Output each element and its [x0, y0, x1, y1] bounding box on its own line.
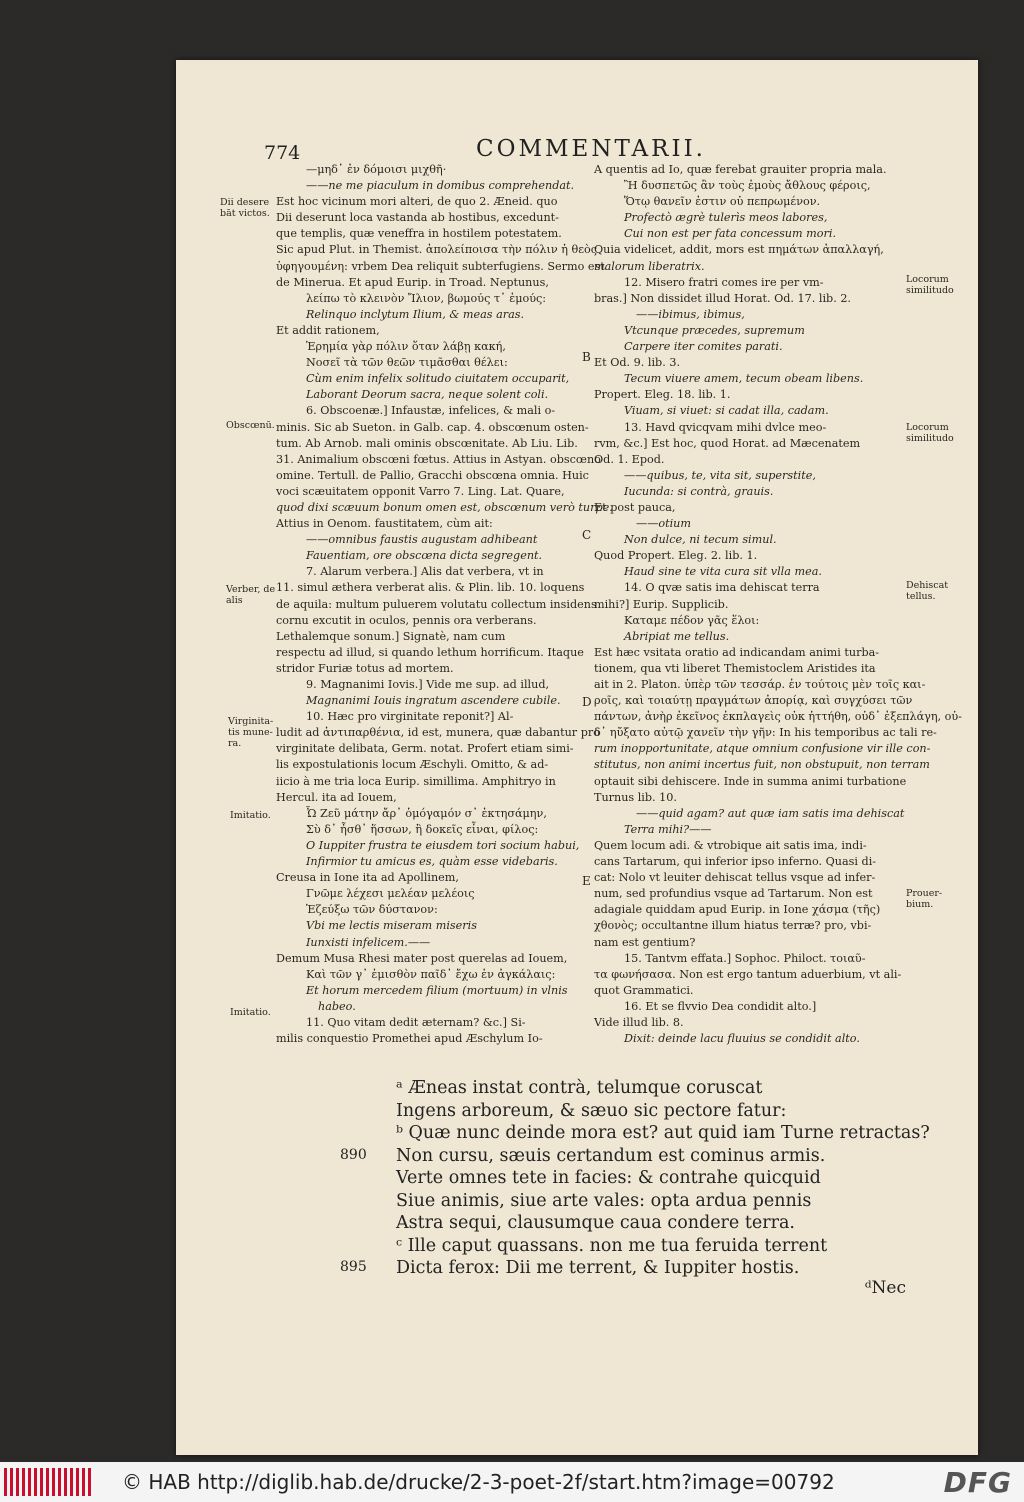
left-column — [276, 162, 613, 1047]
text-line: πάντων, ἀνὴρ ἐκεῖνος ἐκπλαγεὶς οὐκ ἡττήθη, οὐδ᾽ ἐξεπλάγη, οὐ- — [594, 710, 962, 724]
text-line: Vide illud lib. 8. — [594, 1015, 684, 1029]
margin-note: Virginita-tis mune-ra. — [228, 716, 274, 749]
margin-note: Obscœnū. — [226, 420, 275, 431]
verse-number: 890 — [340, 1147, 367, 1163]
text-line: rvm, &c.] Est hoc, quod Horat. ad Mæcenatem — [594, 436, 861, 450]
text-line: adagiale quiddam apud Eurip. in Ione χάσμα (τῆς) — [594, 903, 881, 917]
margin-note: Locorum similitudo — [906, 422, 954, 444]
text-line: Quod Propert. Eleg. 2. lib. 1. — [594, 549, 758, 563]
text-line: Propert. Eleg. 18. lib. 1. — [594, 388, 731, 402]
text-line: Abripiat me tellus. — [624, 629, 730, 643]
verse-line: Dicta ferox: Dii me terrent, & Iuppiter hostis. — [396, 1258, 800, 1278]
text-line: bras.] Non dissidet illud Horat. Od. 17. lib. 2. — [594, 291, 851, 305]
text-line: Profectò ægrè tulerìs meos labores, — [624, 211, 828, 225]
verse-line: ᶜ Ille caput quassans. non me tua feruida terrent — [396, 1235, 828, 1256]
text-line: Γνῶμε λέχεσι μελέαν μελέοις — [306, 887, 475, 901]
text-line: cat: Nolo vt leuiter dehiscat tellus vsque ad infer- — [594, 871, 876, 885]
text-line: malorum liberatrix. — [594, 259, 705, 273]
verse-number: 895 — [340, 1259, 367, 1275]
verse-line: Ingens arboreum, & sæuo sic pectore fatur: — [396, 1100, 787, 1121]
text-line: ροῖς, καὶ τοιαύτῃ πραγμάτων ἀπορίᾳ, καὶ συγχύσει τῶν — [594, 694, 913, 708]
text-line: que templis, quæ veneffra in hostilem potestatem. — [276, 227, 562, 241]
text-line: Fauentiam, ore obscœna dicta segregent. — [306, 549, 543, 563]
text-line: Sic apud Plut. in Themist. ἀπολείποισα τὴν πόλιν ἡ θεὸς — [276, 243, 598, 257]
text-line: nam est gentium? — [594, 935, 696, 949]
text-line: 14. O qvæ satis ima dehiscat terra — [624, 581, 820, 595]
text-line: χθονὸς; occultantne illum hiatus terræ? pro, vbi- — [594, 919, 872, 933]
text-line: ——quibus, te, vita sit, superstite, — [624, 468, 816, 482]
text-line: Dixit: deinde lacu fluuius se condidit alto. — [624, 1032, 860, 1046]
text-line: Creusa in Ione ita ad Apollinem, — [276, 871, 459, 885]
text-line: Iucunda: si contrà, grauis. — [624, 484, 774, 498]
text-line: Od. 1. Epod. — [594, 452, 665, 466]
text-line: Ἐρημία γὰρ πόλιν ὅταν λάβῃ κακή, — [306, 340, 506, 354]
text-line: virginitate delibata, Germ. notat. Profert etiam simi- — [276, 742, 574, 756]
text-line: Dii deserunt loca vastanda ab hostibus, excedunt- — [276, 211, 559, 225]
margin-note: Locorum similitudo — [906, 274, 954, 296]
text-line: Infirmior tu amicus es, quàm esse videbaris. — [306, 855, 558, 869]
margin-note: Prouer-bium. — [906, 888, 943, 910]
verse-line: Verte omnes tete in facies: & contrahe quicquid — [396, 1168, 821, 1188]
text-line: Viuam, si viuet: si cadat illa, cadam. — [624, 404, 829, 418]
margin-note: Dehiscat tellus. — [906, 580, 949, 602]
section-letter: E — [582, 874, 591, 888]
text-line: Carpere iter comites parati. — [624, 340, 783, 354]
text-line: Ἢ δυσπετῶς ἂν τοὺς ἐμοὺς ἄθλους φέροις, — [624, 179, 871, 193]
text-line: Hercul. ita ad Iouem, — [276, 790, 397, 804]
text-line: 16. Et se flvvio Dea condidit alto.] — [624, 999, 817, 1013]
margin-note: Dii desere bāt victos. — [220, 197, 270, 219]
text-line: Vtcunque præcedes, supremum — [624, 323, 805, 337]
text-line: Et horum mercedem filium (mortuum) in vlnis — [306, 983, 568, 997]
text-line: 13. Havd qvicqvam mihi dvlce meo- — [624, 420, 827, 434]
text-line: ——quid agam? aut quæ iam satis ima dehiscat — [636, 806, 905, 820]
poem-verses — [396, 1077, 930, 1280]
text-line: ὑφηγουμένη: vrbem Dea reliquit subterfugiens. Sermo est — [276, 259, 605, 273]
text-line: num, sed profundius vsque ad Tartarum. Non est — [594, 887, 873, 901]
text-line: Magnanimi Iouis ingratum ascendere cubile. — [306, 694, 561, 708]
text-line: quot Grammatici. — [594, 983, 694, 997]
text-line: milis conquestio Promethei apud Æschylum Io- — [276, 1032, 543, 1046]
verse-line: Non cursu, sæuis certandum est cominus armis. — [396, 1145, 826, 1166]
barcode-icon — [4, 1468, 94, 1496]
margin-note: Imitatio. — [230, 810, 271, 821]
text-line: Vbi me lectis miseram miseris — [306, 919, 477, 933]
text-line: ——ibimus, ibimus, — [636, 307, 745, 321]
margin-note: Imitatio. — [230, 1007, 271, 1018]
text-line: Tecum viuere amem, tecum obeam libens. — [624, 372, 864, 386]
text-line: 11. simul æthera verberat alis. & Plin. lib. 10. loquens — [276, 581, 585, 595]
section-letter: D — [582, 695, 592, 709]
verse-line: ᵃ Æneas instat contrà, telumque coruscat — [396, 1078, 763, 1098]
text-line: Non dulce, ni tecum simul. — [624, 533, 777, 547]
text-line: Est hæc vsitata oratio ad indicandam animi turba- — [594, 645, 880, 659]
text-line: Et Od. 9. lib. 3. — [594, 356, 680, 370]
page-number: 774 — [264, 142, 301, 164]
catchword: ᵈNec — [864, 1278, 906, 1298]
text-line: Ὦ Ζεῦ μάτην ἄρ᾽ ὁμόγαμόν σ᾽ ἐκτησάμην, — [306, 806, 547, 820]
text-line: Lethalemque sonum.] Signatè, nam cum — [276, 629, 506, 643]
verse-line: ᵇ Quæ nunc deinde mora est? aut quid iam Turne retractas? — [396, 1123, 930, 1143]
text-line: Cùm enim infelix solitudo ciuitatem occuparit, — [306, 372, 570, 386]
text-line: optauit sibi dehiscere. Inde in summa animi turbatione — [594, 774, 907, 788]
text-line: tum. Ab Arnob. mali ominis obscœnitate. Ab Liu. Lib. — [276, 436, 578, 450]
text-line: Quem locum adi. & vtrobique ait satis ima, indi- — [594, 838, 867, 852]
text-line: Turnus lib. 10. — [594, 790, 677, 804]
text-line: Demum Musa Rhesi mater post querelas ad Iouem, — [276, 951, 568, 965]
text-line: 11. Quo vitam dedit æternam? &c.] Si- — [306, 1015, 526, 1029]
text-line: Et addit rationem, — [276, 323, 380, 337]
text-line: 7. Alarum verbera.] Alis dat verbera, vt in — [306, 565, 544, 579]
text-line: de Minerua. Et apud Eurip. in Troad. Neptunus, — [276, 275, 549, 289]
text-line: ——otium — [636, 517, 691, 531]
text-line: λείπω τὸ κλεινὸν Ἴλιον, βωμούς τ᾽ ἐμούς: — [306, 291, 547, 305]
text-line: minis. Sic ab Sueton. in Galb. cap. 4. obscœnum osten- — [276, 420, 589, 434]
text-line: Relinquo inclytum Ilium, & meas aras. — [306, 307, 525, 321]
text-line: Σὺ δ᾽ ἦσθ᾽ ἥσσων, ἢ δοκεῖς εἶναι, φίλος: — [306, 822, 539, 836]
text-line: ——ne me piaculum in domibus comprehendat. — [306, 179, 575, 193]
text-line: mihi?] Eurip. Supplicib. — [594, 597, 729, 611]
text-line: Ἐζεύξω τῶν δύστανον: — [306, 903, 438, 917]
text-line: Attius in Oenom. faustitatem, cùm ait: — [276, 517, 493, 531]
book-page — [176, 60, 978, 1455]
text-line: 9. Magnanimi Iovis.] Vide me sup. ad illud, — [306, 678, 550, 691]
text-line: cornu excutit in oculos, pennis ora verberans. — [276, 613, 537, 627]
text-line: O Iuppiter frustra te eiusdem tori socium habui, — [306, 838, 580, 852]
text-line: A quentis ad Io, quæ ferebat grauiter propria mala. — [594, 163, 887, 176]
copyright-link[interactable]: © HAB http://diglib.hab.de/drucke/2-3-poet-2f/start.htm?image=00792 — [122, 1470, 835, 1494]
text-line: lis expostulationis locum Æschyli. Omitto, & ad- — [276, 758, 549, 772]
text-line: Καταμε πέδον γᾶς ἕλοι: — [624, 613, 760, 627]
text-line: Haud sine te vita cura sit vlla mea. — [624, 565, 822, 579]
text-line: Et post pauca, — [594, 500, 676, 514]
text-line: Καὶ τῶν γ᾽ ἐμισθὸν παῖδ᾽ ἔχω ἐν ἀγκάλαις: — [306, 967, 556, 981]
text-line: Νοσεῖ τὰ τῶν θεῶν τιμᾶσθαι θέλει: — [306, 356, 508, 370]
margin-note: Verber, de alis — [226, 584, 276, 606]
text-line: —μηδ᾽ ἐν δόμοισι μιχθῆ· — [306, 163, 447, 176]
text-line: Laborant Deorum sacra, neque solent coli. — [306, 388, 549, 402]
dfg-logo: DFG — [943, 1466, 1012, 1499]
section-letter: C — [582, 528, 592, 542]
verse-line: Astra sequi, clausumque caua condere terra. — [396, 1213, 795, 1233]
verse-line: Siue animis, siue arte vales: opta ardua pennis — [396, 1190, 812, 1211]
text-line: rum inopportunitate, atque omnium confusione vir ille con- — [594, 742, 931, 756]
text-line: de aquila: multum puluerem volutatu collectum insidens — [276, 597, 597, 611]
text-line: iicio à me tria loca Eurip. simillima. Amphitryo in — [276, 774, 556, 788]
text-line: ludit ad ἀντιπαρθένια, id est, munera, quæ dabantur pro — [276, 726, 600, 740]
text-line: Est hoc vicinum mori alteri, de quo 2. Æneid. quo — [276, 195, 558, 209]
text-line: ——omnibus faustis augustam adhibeant — [306, 533, 538, 547]
text-line: Terra mihi?—— — [624, 822, 712, 836]
text-line: voci scæuitatem opponit Varro 7. Ling. Lat. Quare, — [276, 484, 565, 498]
text-line: Ὅτῳ θανεῖν ἐστιν οὐ πεπρωμένον. — [624, 195, 821, 209]
text-line: stridor Furiæ totus ad mortem. — [276, 661, 454, 675]
text-line: 10. Hæc pro virginitate reponit?] Al- — [306, 710, 514, 724]
text-line: 6. Obscoenæ.] Infaustæ, infelices, & mali o- — [306, 404, 556, 418]
text-line: quod dixi scæuum bonum omen est, obscœnum verò turpe. — [276, 500, 613, 514]
running-head: COMMENTARII. — [476, 136, 706, 162]
text-line: omine. Tertull. de Pallio, Gracchi obscœna omnia. Huic — [276, 468, 589, 482]
text-line: 31. Animalium obscœni fœtus. Attius in Astyan. obscœno — [276, 452, 601, 466]
text-line: respectu ad illud, si quando lethum horrificum. Itaque — [276, 645, 584, 659]
footer-bar — [0, 1462, 1024, 1502]
text-line: 15. Tantvm effata.] Sophoc. Philoct. τοιαῦ- — [624, 951, 866, 965]
text-line: habeo. — [318, 999, 356, 1013]
text-line: δ᾽ ηὔξατο αὐτῷ χανεῖν τὴν γῆν: In his temporibus ac tali re- — [594, 726, 937, 740]
text-line: stitutus, non animi incertus fuit, non obstupuit, non terram — [594, 758, 930, 772]
text-line: Cui non est per fata concessum mori. — [624, 227, 837, 241]
section-letter: B — [582, 350, 591, 364]
text-line: Iunxisti infelicem.—— — [306, 935, 431, 949]
text-line: ait in 2. Platon. ὑπὲρ τῶν τεσσάρ. ἐν τούτοις μὲν τοῖς και- — [594, 678, 926, 691]
text-line: Quia videlicet, addit, mors est πημάτων ἀπαλλαγή, — [594, 243, 884, 257]
text-line: tionem, qua vti liberet Themistoclem Aristides ita — [594, 661, 876, 675]
text-line: cans Tartarum, qui inferior ipso inferno. Quasi di- — [594, 855, 877, 869]
text-line: τα φωνήσασα. Non est ergo tantum aduerbium, vt ali- — [594, 967, 902, 981]
text-line: 12. Misero fratri comes ire per vm- — [624, 275, 824, 289]
